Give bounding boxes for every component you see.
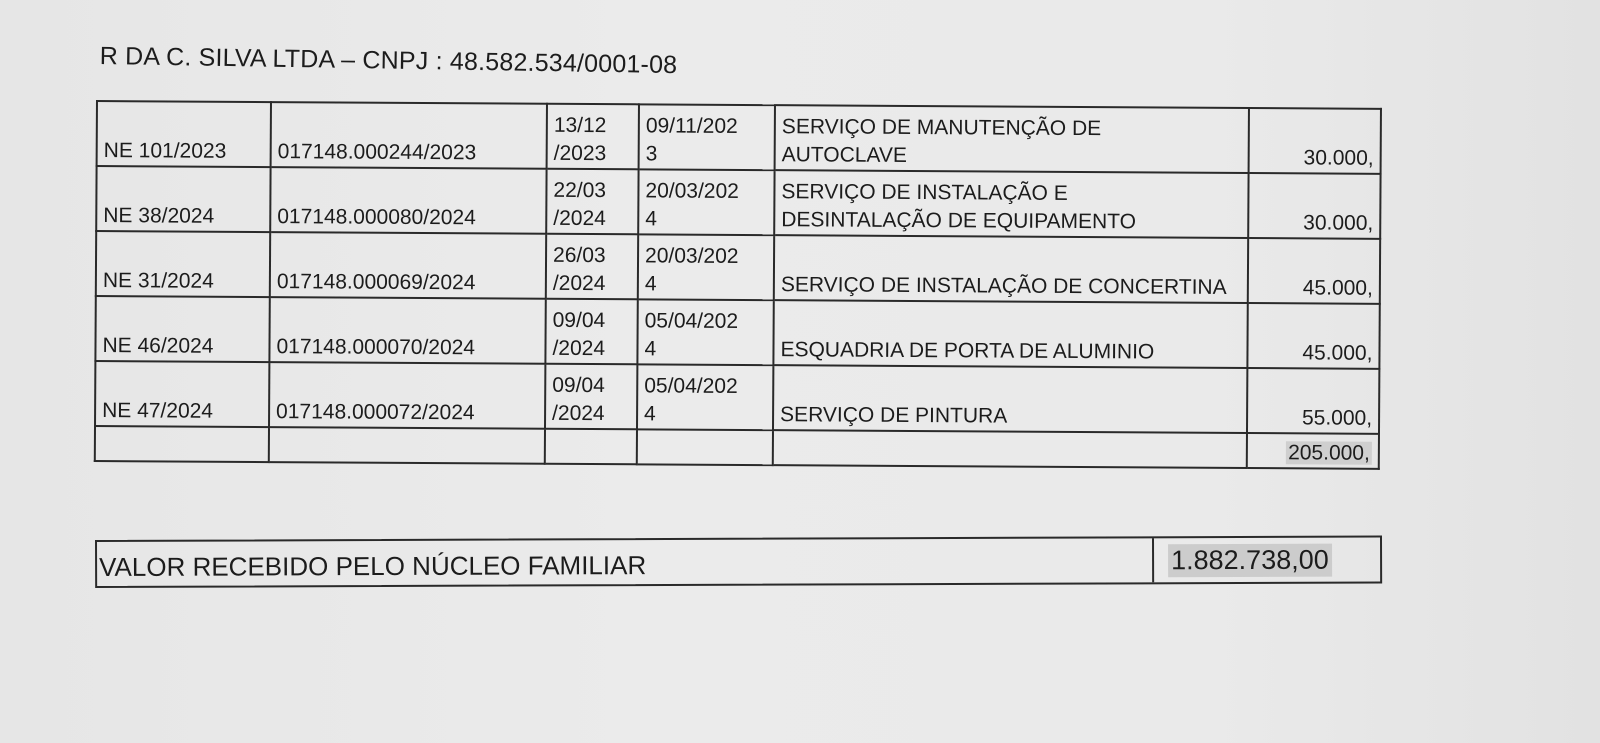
empty-cell	[637, 429, 773, 465]
empty-cell	[545, 429, 637, 465]
process-number: 017148.000072/2024	[269, 362, 545, 429]
issue-date: 13/12 /2023	[547, 104, 639, 170]
service-description: SERVIÇO DE MANUTENÇÃO DE AUTOCLAVE	[775, 105, 1249, 173]
service-description: SERVIÇO DE INSTALAÇÃO E DESINTALAÇÃO DE EQUIPAMENTO	[774, 170, 1248, 238]
service-value: 30.000,	[1248, 173, 1380, 239]
family-total-value: 1.882.738,00	[1168, 543, 1332, 577]
ne-number: NE 101/2023	[97, 101, 271, 167]
ne-number: NE 38/2024	[96, 166, 270, 232]
ne-number: NE 46/2024	[95, 296, 269, 362]
service-value: 45.000,	[1247, 303, 1379, 369]
service-value: 45.000,	[1248, 238, 1380, 304]
total-value	[1247, 433, 1379, 469]
service-value: 55.000,	[1247, 368, 1379, 434]
reference-date: 20/03/202 4	[638, 234, 774, 300]
issue-date: 22/03 /2024	[546, 169, 638, 235]
company-header: R DA C. SILVA LTDA – CNPJ : 48.582.534/0001-08	[99, 42, 678, 80]
table-row	[96, 166, 1380, 239]
process-number: 017148.000070/2024	[269, 297, 545, 364]
empty-cell	[773, 430, 1247, 468]
family-total-label: VALOR RECEBIDO PELO NÚCLEO FAMILIAR	[99, 550, 647, 582]
commitment-table	[94, 100, 1382, 470]
family-total-box	[95, 536, 1382, 588]
reference-date: 09/11/202 3	[639, 104, 775, 170]
issue-date: 09/04 /2024	[545, 299, 637, 365]
issue-date: 09/04 /2024	[545, 364, 637, 430]
table-row	[96, 231, 1380, 304]
table-row	[95, 361, 1379, 434]
empty-cell	[95, 426, 269, 462]
process-number: 017148.000080/2024	[270, 167, 546, 234]
empty-cell	[269, 427, 545, 464]
table-row	[95, 296, 1379, 369]
family-total-value-cell	[1152, 538, 1380, 583]
ne-number: NE 31/2024	[96, 231, 270, 297]
total-row	[95, 426, 1379, 469]
reference-date: 20/03/202 4	[638, 169, 774, 235]
process-number: 017148.000244/2023	[271, 102, 547, 169]
service-description: SERVIÇO DE PINTURA	[773, 365, 1247, 433]
service-description: SERVIÇO DE INSTALAÇÃO DE CONCERTINA	[774, 235, 1248, 303]
reference-date: 05/04/202 4	[637, 364, 773, 430]
commitment-table-wrapper	[94, 100, 1382, 470]
total-value-text: 205.000,	[1288, 441, 1370, 465]
service-value: 30.000,	[1249, 108, 1381, 174]
reference-date: 05/04/202 4	[637, 299, 773, 365]
ne-number: NE 47/2024	[95, 361, 269, 427]
table-row	[97, 101, 1381, 174]
process-number: 017148.000069/2024	[270, 232, 546, 299]
service-description: ESQUADRIA DE PORTA DE ALUMINIO	[773, 300, 1247, 368]
issue-date: 26/03 /2024	[546, 234, 638, 300]
